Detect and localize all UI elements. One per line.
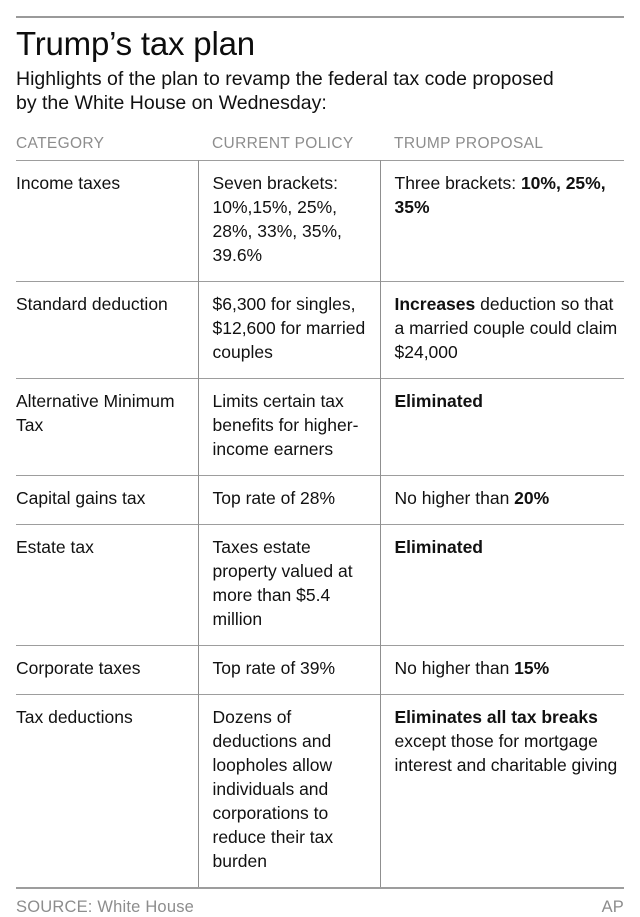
cell-category: Capital gains tax [16,488,146,508]
cell-trump-proposal [380,379,624,476]
table-row [16,646,624,695]
table-body [16,161,624,888]
table-row [16,525,624,646]
footer [16,889,624,917]
emphasis-text: Increases [394,294,476,314]
cell-category: Corporate taxes [16,658,141,678]
cell-trump-proposal [380,525,624,646]
plain-text: except those for mortgage interest and charitable giving [394,731,618,775]
cell-current-policy: Taxes estate property valued at more than $5.4 million [198,525,380,646]
cell-current-policy: Dozens of deductions and loopholes allow individuals and corporations to reduce their tax burden [198,695,380,888]
cell-trump-proposal [380,282,624,379]
plain-text: No higher than [394,658,515,678]
emphasis-text: Eliminates all tax breaks [394,707,598,727]
emphasis-text: Eliminated [394,537,483,557]
page-title: Trump’s tax plan [16,25,255,62]
table-row [16,379,624,476]
table-row [16,282,624,379]
emphasis-text: 15% [514,658,550,678]
table-header [16,135,624,161]
cell-trump-proposal [380,161,624,282]
column-header-trump-proposal: TRUMP PROPOSAL [394,135,544,152]
emphasis-text: 20% [514,488,550,508]
table-row [16,161,624,282]
cell-trump-proposal [380,476,624,525]
source-attribution: SOURCE: White House [16,897,195,916]
cell-category: Tax deductions [16,707,133,727]
cell-current-policy: Top rate of 39% [198,646,380,695]
emphasis-text: Eliminated [394,391,483,411]
column-header-category: CATEGORY [16,135,105,152]
cell-current-policy: Limits certain tax benefits for higher-income earners [198,379,380,476]
emphasis-text: 10%, 25%, 35% [394,173,606,217]
cell-category: Alternative Minimum Tax [16,391,175,435]
cell-current-policy: Seven brackets: 10%,15%, 25%, 28%, 33%, 35%, 39.6% [198,161,380,282]
plain-text: No higher than [394,488,515,508]
agency-credit: AP [601,897,624,916]
cell-category: Standard deduction [16,294,168,314]
table-row [16,476,624,525]
cell-current-policy: Top rate of 28% [198,476,380,525]
cell-trump-proposal [380,646,624,695]
cell-current-policy: $6,300 for singles, $12,600 for married couples [198,282,380,379]
cell-category: Income taxes [16,173,121,193]
table-row [16,695,624,888]
tax-comparison-table [16,135,624,887]
column-header-current-policy: CURRENT POLICY [212,135,354,152]
cell-category: Estate tax [16,537,94,557]
infographic-root [0,16,640,916]
table-header-row [16,135,624,161]
header-block [16,18,624,115]
cell-trump-proposal [380,695,624,888]
page-subtitle: Highlights of the plan to revamp the federal tax code proposed by the White House on Wednesday: [16,68,554,114]
plain-text: deduction so that a married couple could claim $24,000 [394,294,618,362]
plain-text: Three brackets: [394,173,521,193]
